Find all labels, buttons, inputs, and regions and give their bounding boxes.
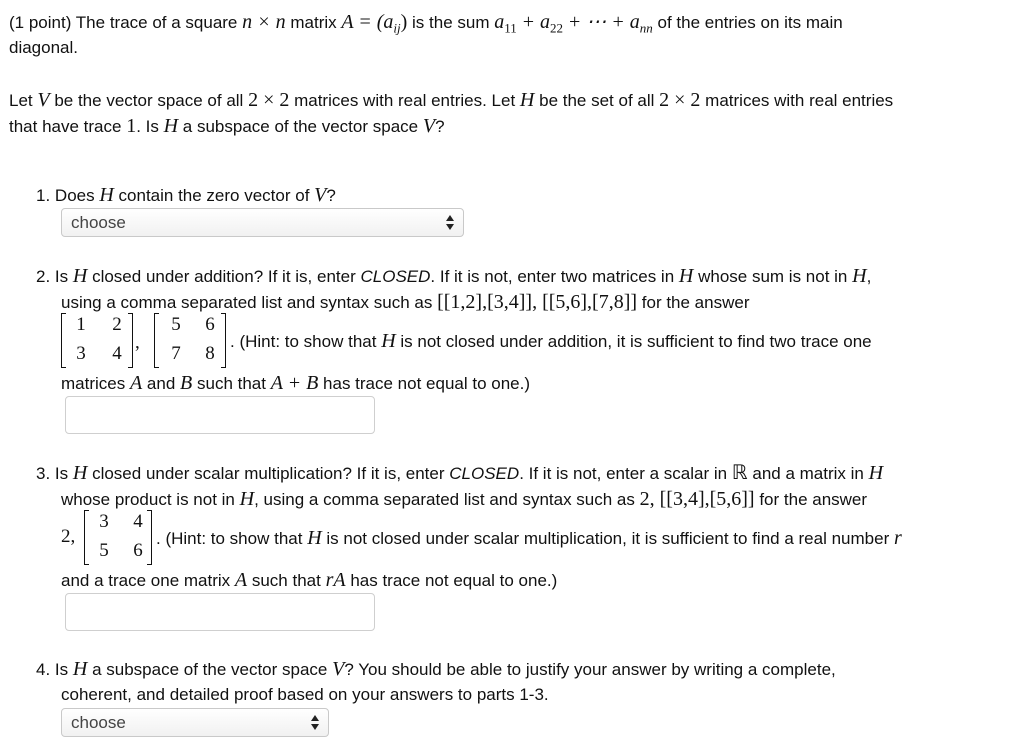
question-2-text-line-1: 2. Is H closed under addition? If it is, enter CLOSED. If it is not, enter two matrices in H whose sum is not in H,	[36, 265, 872, 287]
problem-intro-line-2: diagonal.	[9, 38, 79, 57]
question-3-hint-line-2: and a trace one matrix A such that rA has trace not equal to one.)	[61, 569, 558, 591]
problem-intro-line-1: (1 point) The trace of a square n × n matrix $A = (a_{ij})$ is the sum $a_{11} + a_{22}$ + ⋯ + $a_{nn}$ of the entries on its main	[9, 11, 843, 36]
problem-setup-line-2: that have trace 1. Is H a subspace of the vector space V?	[9, 115, 445, 137]
question-4-select-value: choose	[71, 713, 126, 732]
question-2-answer-input[interactable]	[65, 396, 375, 434]
question-3-text-line-2: whose product is not in H, using a comma separated list and syntax such as 2, [[3,4],[5,6]] for the answer	[61, 488, 868, 510]
updown-arrows-icon	[446, 215, 454, 231]
example-matrix-1: 1 2 3 4	[61, 313, 133, 368]
problem-setup-line-1: Let V be the vector space of all 2 × 2 matrices with real entries. Let H be the set of all 2 × 2 matrices with real entries	[9, 89, 894, 111]
question-1-text: 1. Does H contain the zero vector of V?	[36, 184, 336, 206]
question-4-text-line-1: 4. Is H a subspace of the vector space V? You should be able to justify your answer by writing a complete,	[36, 658, 836, 680]
question-1-select[interactable]	[61, 208, 464, 237]
updown-arrows-icon	[311, 715, 319, 731]
question-2-number: 2.	[36, 267, 51, 286]
question-3-answer-input[interactable]	[65, 593, 375, 631]
question-3-number: 3.	[36, 464, 51, 483]
example-scalar: 2,	[61, 526, 76, 547]
question-1-number: 1.	[36, 186, 51, 205]
question-4-number: 4.	[36, 660, 51, 679]
question-2-text-line-2: using a comma separated list and syntax such as [[1,2],[3,4]], [[5,6],[7,8]] for the answer	[61, 291, 750, 313]
question-3-text-line-1: 3. Is H closed under scalar multiplication? If it is, enter CLOSED. If it is not, enter a scalar in ℝ and a matrix in H	[36, 462, 884, 484]
question-4-select[interactable]	[61, 708, 329, 737]
question-3-hint: . (Hint: to show that H is not closed under scalar multiplication, it is sufficient to find a real number r	[156, 527, 902, 549]
question-2-hint-line-2: matrices A and B such that A + B has trace not equal to one.)	[61, 372, 531, 394]
example-matrix-2: 5 6 7 8	[154, 313, 226, 368]
example-matrix-3: 3 4 5 6	[84, 510, 152, 565]
question-2-hint: . (Hint: to show that H is not closed under addition, it is sufficient to find two trace one	[230, 330, 872, 352]
point-value: (1 point)	[9, 13, 72, 32]
question-4-text-line-2: coherent, and detailed proof based on your answers to parts 1-3.	[61, 685, 549, 704]
matrix-separator-comma: ,	[135, 332, 140, 353]
question-1-select-value: choose	[71, 213, 126, 232]
